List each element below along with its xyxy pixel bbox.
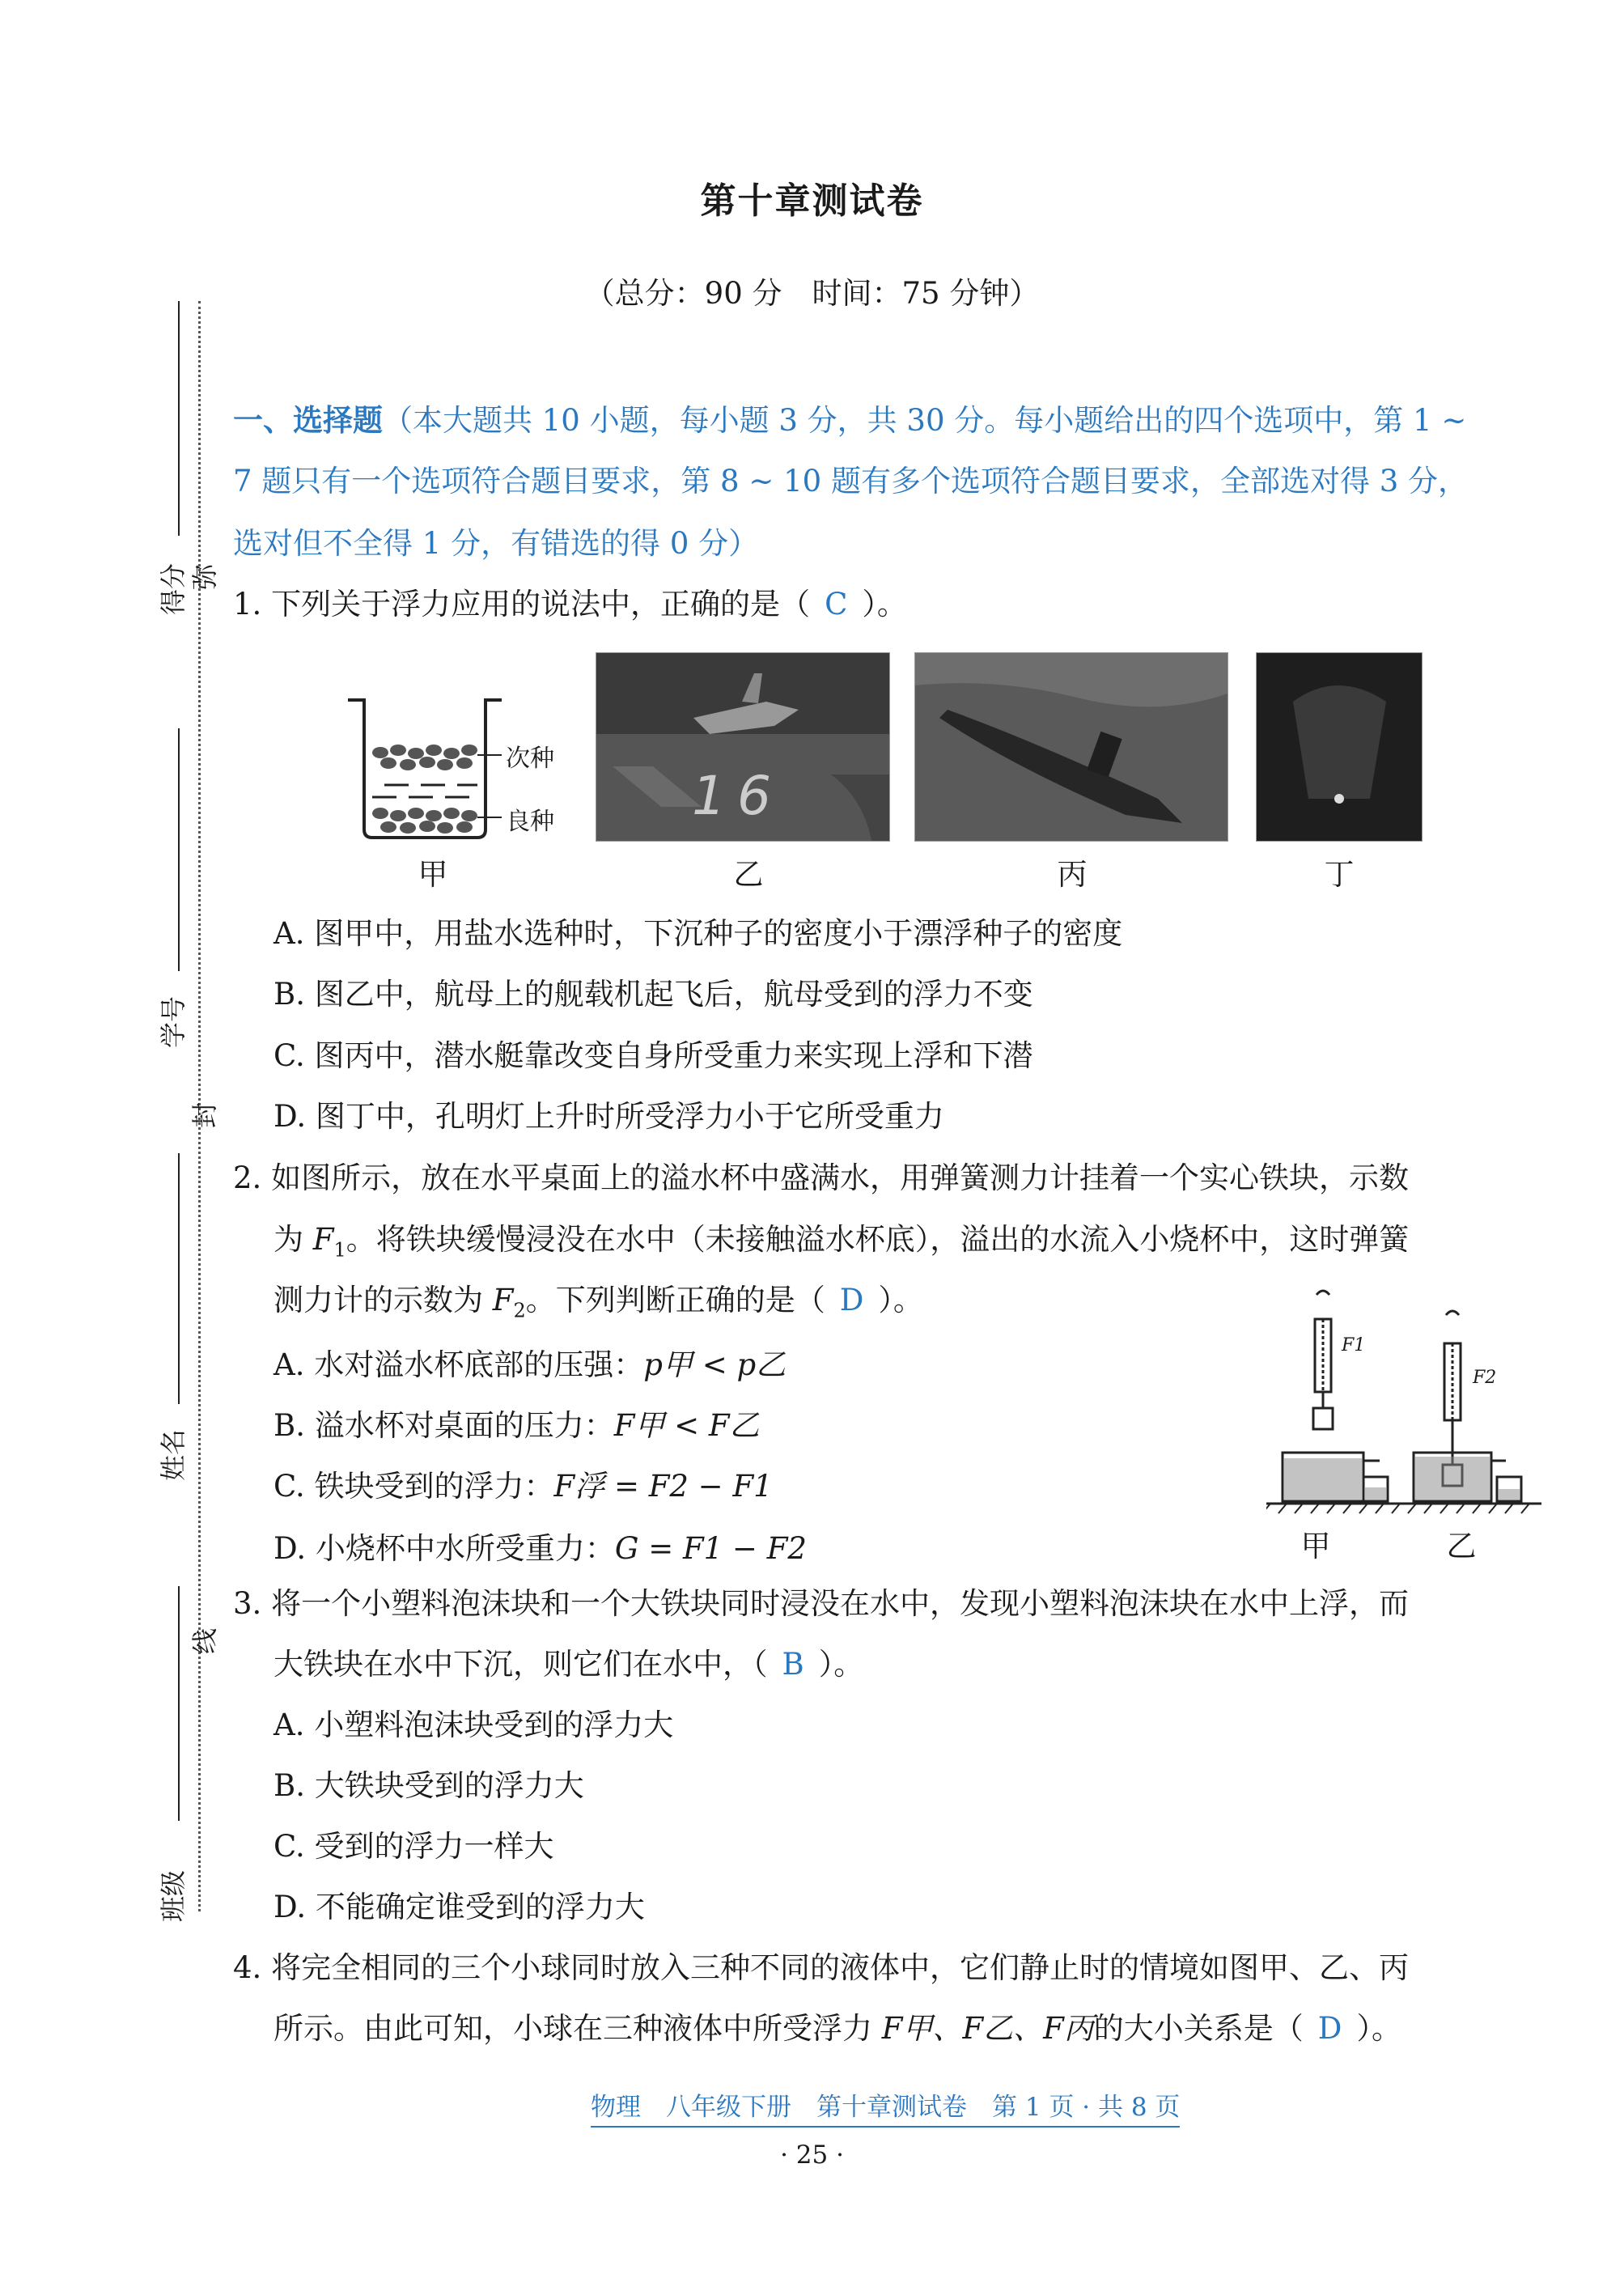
q2-figure: [1266, 1287, 1541, 1517]
binding-rule-3: [178, 1153, 180, 1404]
q1-stem-end: ）。: [862, 587, 907, 622]
q1-answer: C: [825, 587, 848, 622]
q3-line2: [273, 1647, 863, 1682]
q2-option-c-formula: F浮 = F2 − F1: [553, 1469, 773, 1504]
running-footer: 物理 八年级下册 第十章测试卷 第 1 页 · 共 8 页: [591, 2086, 1180, 2128]
q2-f1-var: F: [312, 1222, 334, 1257]
q1-stem: [233, 587, 907, 622]
q2-line3-pre: 测力计的示数为: [273, 1283, 493, 1317]
q2-fig-label-f1: F1: [1342, 1335, 1366, 1355]
class-label: 班级: [158, 1869, 189, 1923]
section1-note: （本大题共 10 小题，每小题 3 分，共 30 分。每小题给出的四个选项中，第 1 ~: [383, 403, 1467, 438]
section1-line1: [233, 403, 1466, 439]
q4-line1: 4. 将完全相同的三个小球同时放入三种不同的液体中，它们静止时的情境如图甲、乙、丙: [233, 1950, 1410, 1985]
q1-fig-submarine: [914, 652, 1228, 842]
q1-option-b: B. 图乙中，航母上的舰载机起飞后，航母受到的浮力不变: [273, 977, 1033, 1012]
page-number: · 25 ·: [780, 2140, 844, 2170]
q3-line1: 3. 将一个小塑料泡沫块和一个大铁块同时浸没在水中，发现小塑料泡沫块在水中上浮，而: [233, 1586, 1410, 1621]
binding-rule-4: [178, 1586, 180, 1821]
q2-line2-post: 。将铁块缓慢浸没在水中（未接触溢水杯底），溢出的水流入小烧杯中，这时弹簧: [346, 1222, 1410, 1257]
q3-option-b: B. 大铁块受到的浮力大: [273, 1768, 584, 1803]
binding-rule-1: [178, 301, 180, 536]
seal-mark-mi: 弥: [189, 563, 221, 591]
q1-option-c: C. 图丙中，潜水艇靠改变自身所受重力来实现上浮和下潜: [273, 1038, 1033, 1073]
q2-option-d-label: D. 小烧杯中水所受重力：: [273, 1531, 615, 1566]
q4-forces: F甲、F乙、F丙: [881, 2011, 1094, 2046]
q2-option-a: [273, 1347, 786, 1383]
q2-f2-var: F: [492, 1283, 514, 1317]
q1-fig-lantern: [1256, 652, 1423, 842]
section1-line3: 选对但不全得 1 分，有错选的得 0 分）: [233, 526, 759, 561]
q1-deck-number: 16: [692, 765, 782, 827]
binding-rule-2: [178, 728, 180, 971]
q4-line2-mid: 的大小关系是（: [1093, 2011, 1304, 2046]
q4-line2-post: ）。: [1356, 2011, 1401, 2046]
q2-f1-sub: 1: [333, 1238, 346, 1262]
page-title: 第十章测试卷: [700, 180, 924, 222]
q3-answer: B: [782, 1647, 804, 1682]
q2-f2-sub: 2: [513, 1299, 526, 1322]
q1-option-a: A. 图甲中，用盐水选种时，下沉种子的密度小于漂浮种子的密度: [273, 916, 1123, 951]
name-label: 姓名: [158, 1428, 189, 1482]
q2-option-d: [273, 1531, 807, 1567]
q2-answer: D: [839, 1283, 864, 1317]
q2-line2-pre: 为: [273, 1222, 313, 1257]
student-id-label: 学号: [158, 995, 189, 1049]
page-subtitle: （总分：90 分 时间：75 分钟）: [584, 276, 1040, 311]
q1-caption-bing: 丙: [1057, 857, 1088, 892]
q2-line3-post: ）。: [878, 1283, 923, 1317]
q3-line2-post: ）。: [818, 1647, 864, 1682]
score-label: 得分: [158, 562, 189, 616]
q1-stem-text: 1. 下列关于浮力应用的说法中，正确的是（: [233, 587, 811, 622]
q3-option-c: C. 受到的浮力一样大: [273, 1829, 554, 1864]
q3-option-a: A. 小塑料泡沫块受到的浮力大: [273, 1708, 674, 1742]
seal-mark-feng: 封: [189, 1101, 221, 1129]
q1-option-d: D. 图丁中，孔明灯上升时所受浮力小于它所受重力: [273, 1099, 944, 1134]
q4-line2: [273, 2011, 1401, 2047]
q2-caption-yi: 乙: [1446, 1529, 1477, 1563]
q2-line3-mid: 。下列判断正确的是（: [525, 1283, 825, 1317]
q1-caption-jia: 甲: [418, 857, 448, 892]
section1-line2: 7 题只有一个选项符合题目要求，第 8 ~ 10 题有多个选项符合题目要求，全部选对得 3 分，: [233, 464, 1469, 498]
q2-option-b: [273, 1408, 760, 1444]
section1-heading: 一、选择题: [233, 403, 383, 438]
q2-option-a-label: A. 水对溢水杯底部的压强：: [273, 1347, 644, 1382]
q2-line3: [273, 1283, 923, 1328]
q2-option-c-label: C. 铁块受到的浮力：: [273, 1469, 554, 1504]
q3-option-d: D. 不能确定谁受到的浮力大: [273, 1890, 645, 1924]
q1-caption-ding: 丁: [1324, 857, 1355, 892]
q2-option-c: [273, 1469, 773, 1504]
q2-option-b-label: B. 溢水杯对桌面的压力：: [273, 1408, 614, 1443]
q3-line2-pre: 大铁块在水中下沉，则它们在水中，（: [273, 1647, 768, 1682]
q2-line2: [273, 1222, 1409, 1267]
q2-fig-label-f2: F2: [1473, 1368, 1497, 1388]
q4-line2-pre: 所示。由此可知，小球在三种液体中所受浮力: [273, 2011, 882, 2046]
q2-option-b-formula: F甲 < F乙: [613, 1408, 760, 1443]
q2-option-d-formula: G = F1 − F2: [614, 1531, 807, 1566]
q1-label-inferior-seed: 次种: [506, 745, 554, 773]
q2-option-a-formula: p甲 < p乙: [643, 1347, 787, 1382]
q4-answer: D: [1317, 2011, 1342, 2046]
seal-mark-xian: 线: [189, 1627, 221, 1655]
q2-line1: 2. 如图所示，放在水平桌面上的溢水杯中盛满水，用弹簧测力计挂着一个实心铁块，示数: [233, 1160, 1410, 1195]
q1-label-good-seed: 良种: [506, 808, 554, 836]
q1-caption-yi: 乙: [733, 857, 764, 892]
q2-caption-jia: 甲: [1300, 1529, 1331, 1563]
